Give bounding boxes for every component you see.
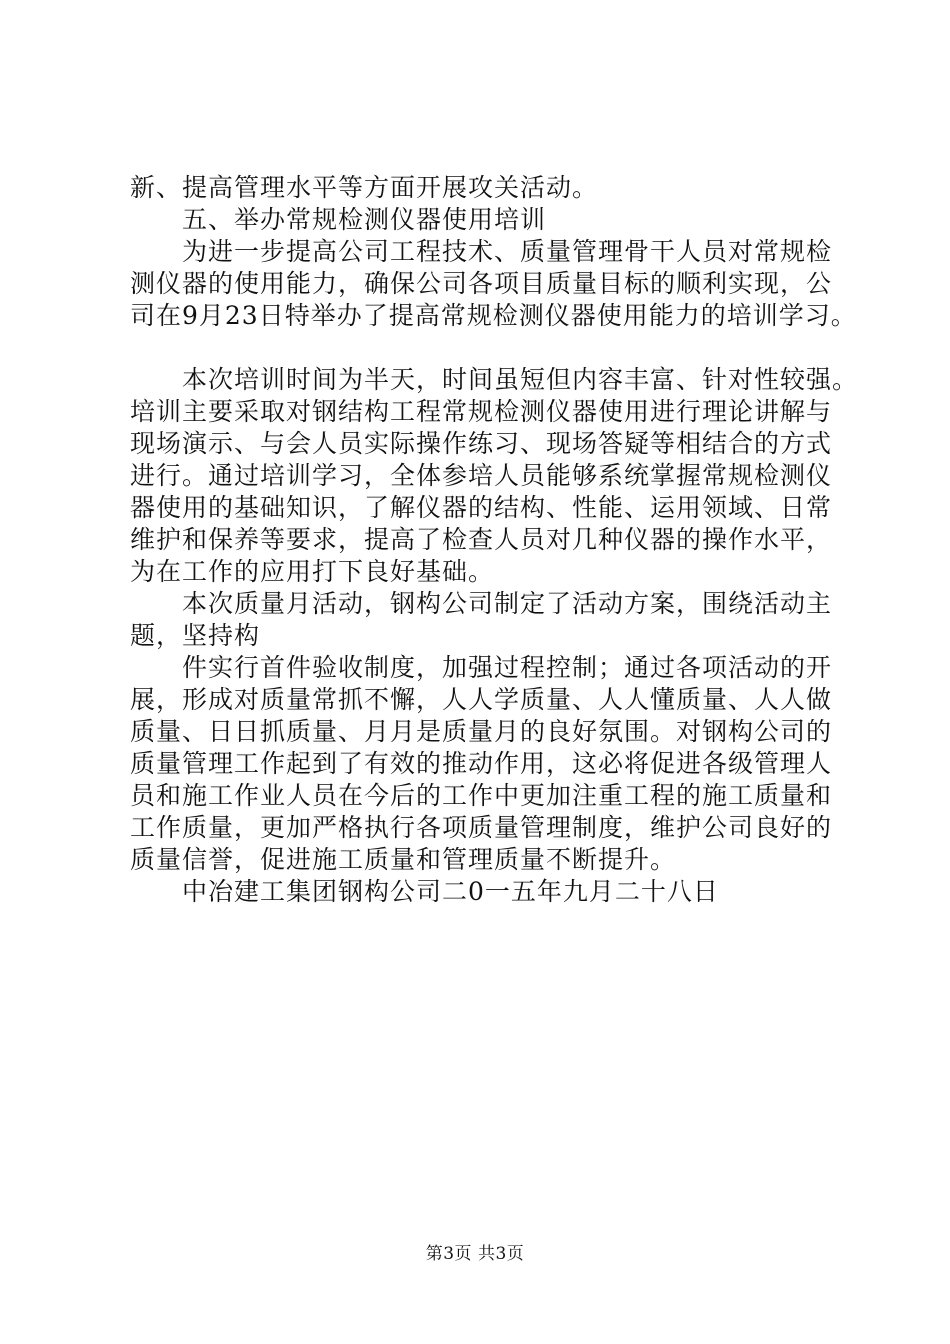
text-line: 为进一步提高公司工程技术、质量管理骨干人员对常规检: [182, 237, 833, 266]
text-line: 新、提高管理水平等方面开展攻关活动。: [130, 173, 599, 202]
text-line: 题，坚持构: [130, 621, 261, 650]
text-line: 现场演示、与会人员实际操作练习、现场答疑等相结合的方式: [130, 429, 833, 458]
text-line: 维护和保养等要求，提高了检查人员对几种仪器的操作水平，: [130, 525, 833, 554]
signature-date-line: 中冶建工集团钢构公司二0一五年九月二十八日: [182, 877, 719, 906]
text-line: 进行。通过培训学习，全体参培人员能够系统掌握常规检测仪: [130, 461, 833, 490]
document-body: [130, 172, 859, 908]
text-line: 本次培训时间为半天，时间虽短但内容丰富、针对性较强。: [182, 365, 859, 394]
page-number: 第3页 共3页: [425, 1244, 525, 1264]
section-heading: 五、举办常规检测仪器使用培训: [182, 205, 547, 234]
text-line: 质量信誉，促进施工质量和管理质量不断提升。: [130, 845, 677, 874]
text-line: 测仪器的使用能力，确保公司各项目质量目标的顺利实现，公: [130, 269, 833, 298]
text-line: 为在工作的应用打下良好基础。: [130, 557, 495, 586]
text-line: 展，形成对质量常抓不懈，人人学质量、人人懂质量、人人做: [130, 685, 833, 714]
blank-line: [130, 332, 850, 364]
text-line: 员和施工作业人员在今后的工作中更加注重工程的施工质量和: [130, 781, 833, 810]
text-line: 质量、日日抓质量、月月是质量月的良好氛围。对钢构公司的: [130, 717, 833, 746]
text-line: 司在9月23日特举办了提高常规检测仪器使用能力的培训学习。: [130, 301, 857, 330]
text-line: 器使用的基础知识，了解仪器的结构、性能、运用领域、日常: [130, 493, 833, 522]
text-line: 件实行首件验收制度，加强过程控制；通过各项活动的开: [182, 653, 833, 682]
text-line: 工作质量，更加严格执行各项质量管理制度，维护公司良好的: [130, 813, 833, 842]
text-line: 本次质量月活动，钢构公司制定了活动方案，围绕活动主: [182, 589, 833, 618]
text-line: 质量管理工作起到了有效的推动作用，这必将促进各级管理人: [130, 749, 833, 778]
page-footer: [0, 1243, 950, 1265]
text-line: 培训主要采取对钢结构工程常规检测仪器使用进行理论讲解与: [130, 397, 833, 426]
